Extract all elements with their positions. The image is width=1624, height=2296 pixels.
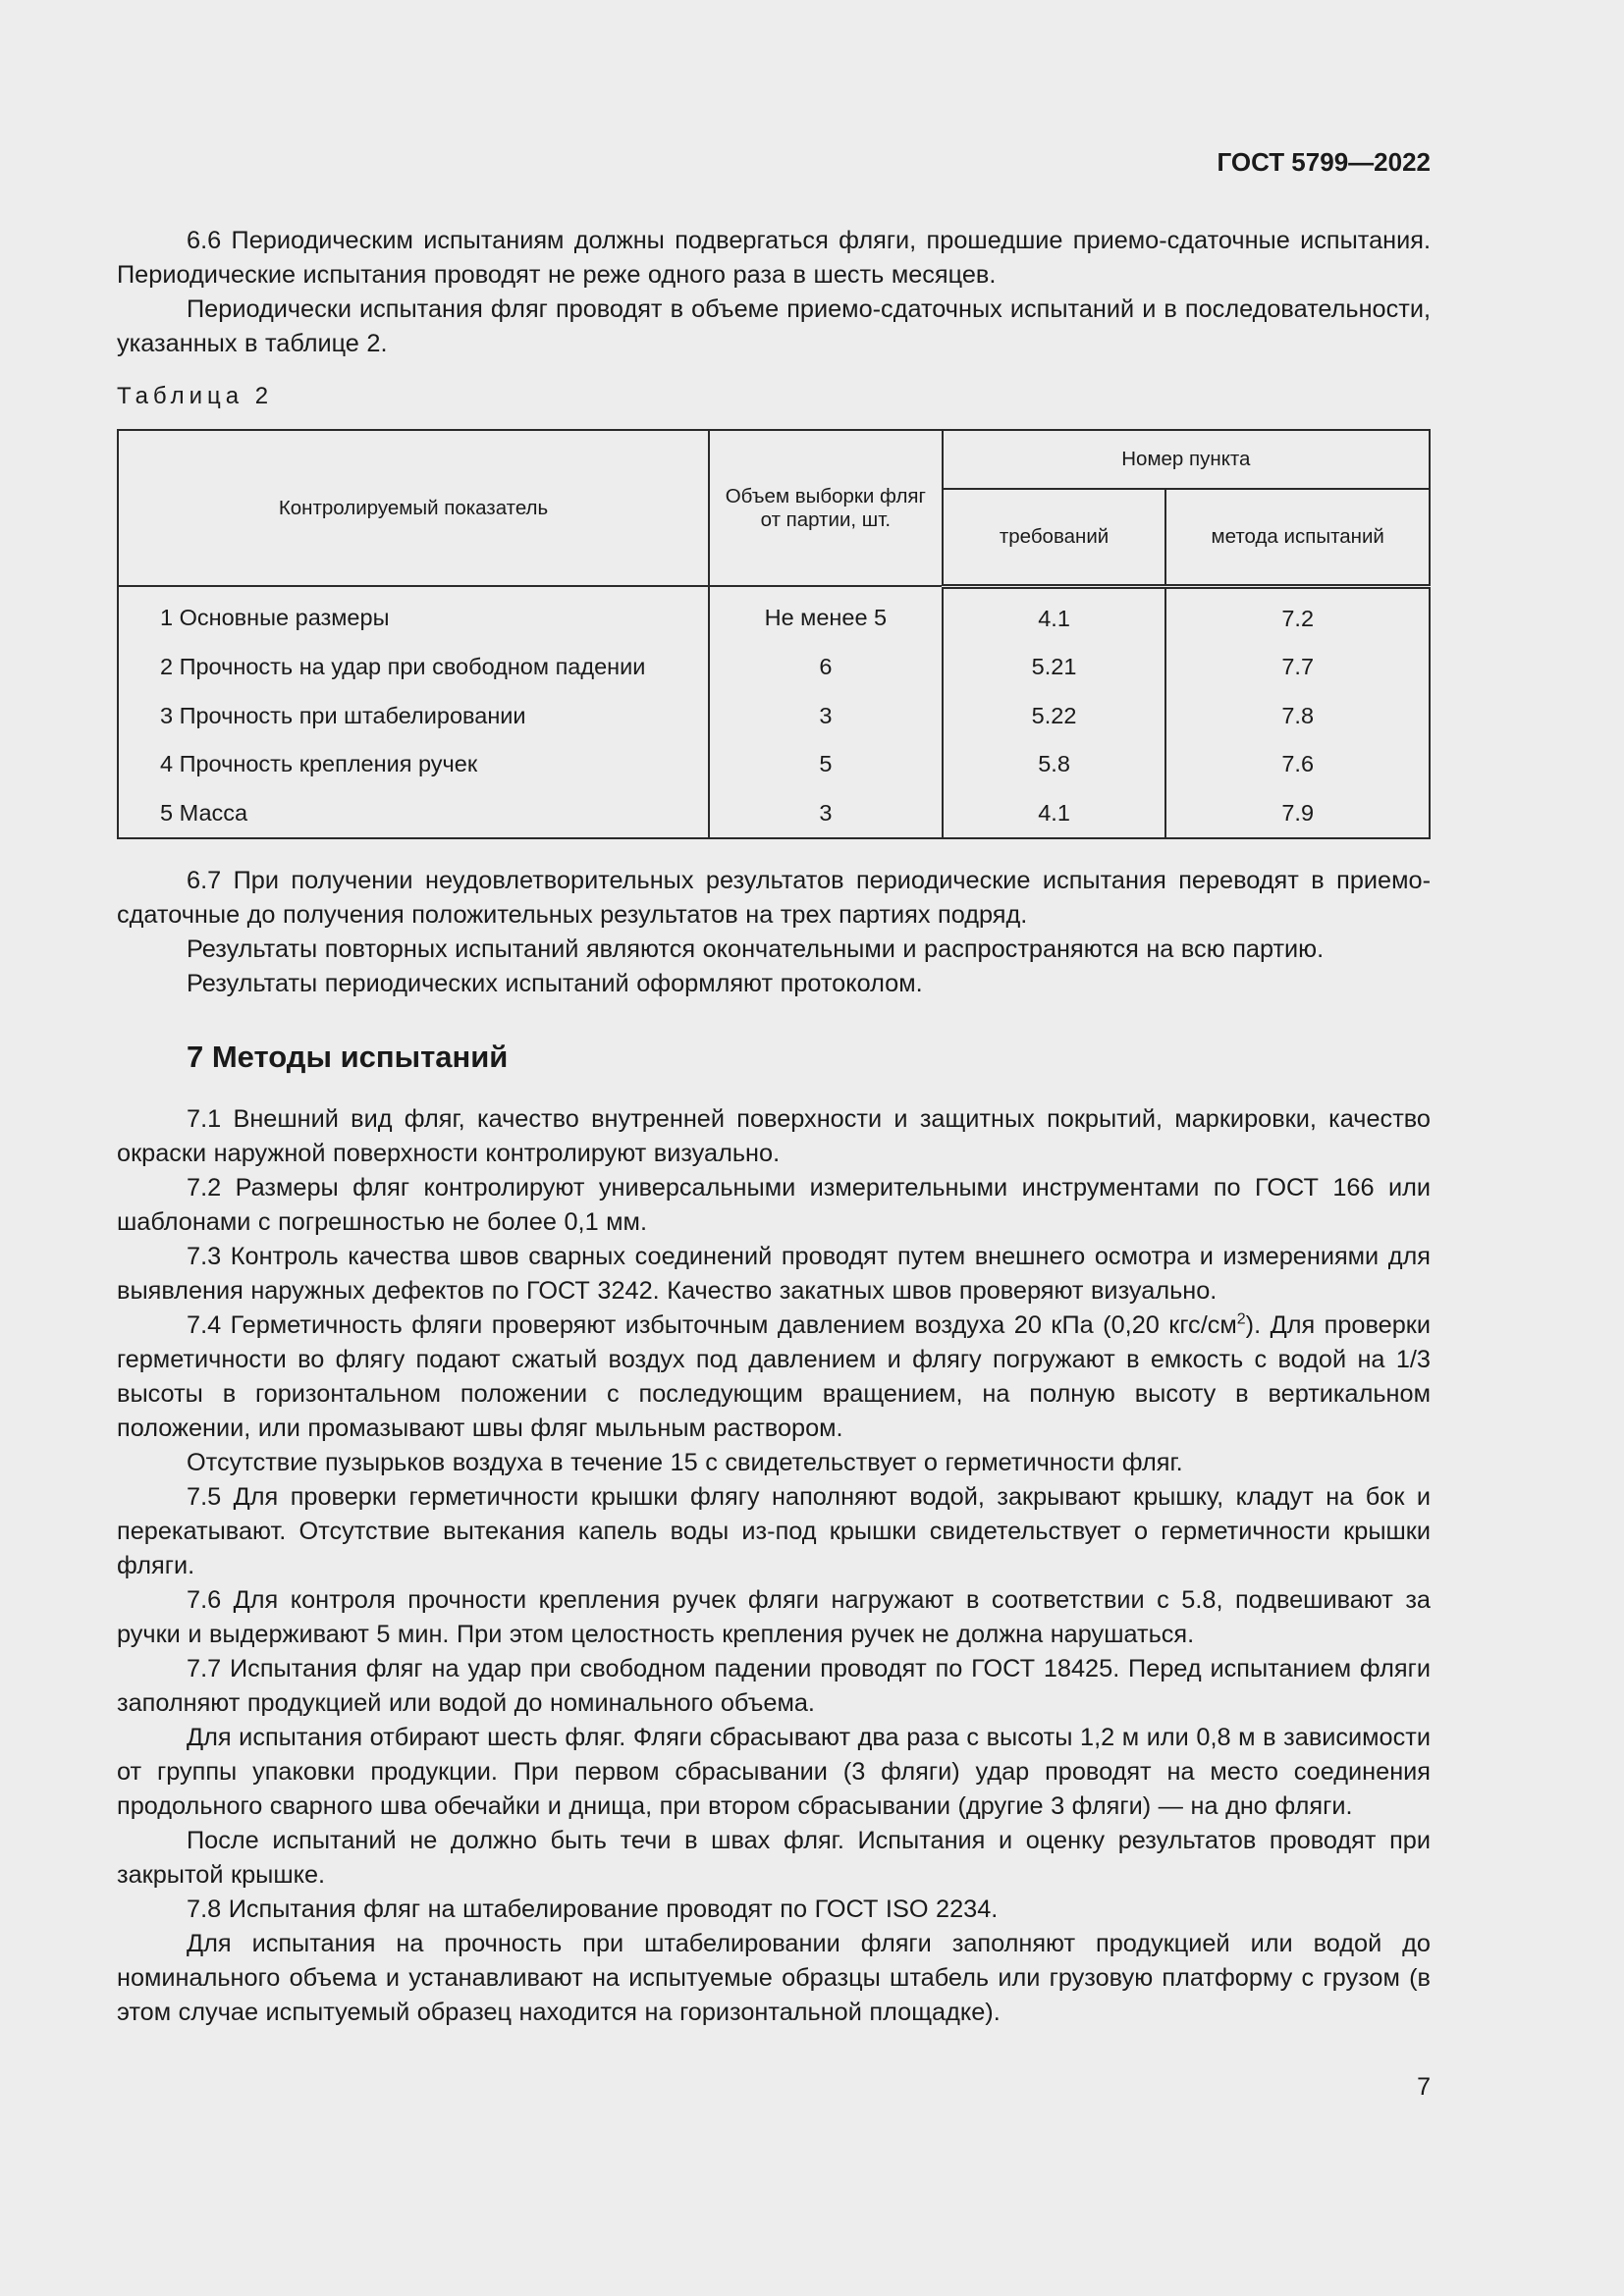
row-sample: 6 (709, 643, 943, 692)
paragraph-6-7-results: Результаты повторных испытаний являются окончательными и распространяются на всю партию. (187, 935, 1325, 963)
document-page (117, 0, 1431, 2296)
row-requirement-clause: 5.21 (943, 643, 1166, 692)
table-caption: Таблица 2 (117, 383, 274, 409)
table-row (118, 789, 1430, 839)
row-method-clause: 7.2 (1165, 586, 1430, 643)
paragraph-7-6: 7.6 Для контроля прочности крепления ручек фляги нагружают в соответствии с 5.8, подвешивают за ручки и выдерживают 5 мин. При этом целостность крепления ручек не должна нарушаться. (117, 1586, 1431, 1648)
row-requirement-clause: 5.22 (943, 692, 1166, 741)
row-indicator: 2 Прочность на удар при свободном падении (118, 643, 709, 692)
paragraph-7-4-part-a: 7.4 Герметичность фляги проверяют избыточным давлением воздуха 20 кПа (0,20 кгс/см (187, 1311, 1237, 1339)
row-sample: 3 (709, 692, 943, 741)
row-requirement-clause: 4.1 (943, 586, 1166, 643)
paragraph-7-4-bubbles: Отсутствие пузырьков воздуха в течение 15 с свидетельствует о герметичности фляг. (187, 1449, 1183, 1476)
paragraph-7-7-drop: Для испытания отбирают шесть фляг. Фляги сбрасывают два раза с высоты 1,2 м или 0,8 м в зависимости от группы упаковки продукции. При первом сбрасывании (3 фляги) удар проводят на место соединения продольного сварного шва обечайки и днища, при втором сбрасывании (другие 3 фляги) — на дно фляги. (117, 1724, 1431, 1820)
paragraph-6-7-protocol: Результаты периодических испытаний оформляют протоколом. (187, 970, 923, 997)
row-sample: Не менее 5 (709, 586, 943, 643)
page-number: 7 (1417, 2073, 1431, 2101)
table-row (118, 692, 1430, 741)
row-method-clause: 7.8 (1165, 692, 1430, 741)
header-requirements: требований (943, 489, 1166, 586)
table-2 (117, 429, 1431, 839)
table-row (118, 586, 1430, 643)
paragraph-6-6: 6.6 Периодическим испытаниям должны подвергаться фляги, прошедшие приемо-сдаточные испытания. Периодические испытания проводят не реже одного раза в шесть месяцев. (117, 227, 1431, 289)
intro-section (117, 224, 1431, 361)
row-sample: 5 (709, 740, 943, 789)
header-test-method: метода испытаний (1165, 489, 1430, 586)
paragraph-7-5: 7.5 Для проверки герметичности крышки флягу наполняют водой, закрывают крышку, кладут на бок и перекатывают. Отсутствие вытекания капель воды из-под крышки свидетельствует о герметичности крышки фляги. (117, 1483, 1431, 1579)
row-method-clause: 7.6 (1165, 740, 1430, 789)
section-7-body (117, 1102, 1431, 2030)
header-clause-number: Номер пункта (943, 430, 1430, 489)
paragraph-7-8: 7.8 Испытания фляг на штабелирование проводят по ГОСТ ISO 2234. (187, 1896, 999, 1923)
superscript: 2 (1236, 1310, 1246, 1328)
paragraph-7-8-stacking: Для испытания на прочность при штабелировании фляги заполняют продукцией или водой до номинального объема и устанавливают на испытуемые образцы штабель или грузовую платформу с грузом (в этом случае испытуемый образец находится на горизонтальной площадке). (117, 1930, 1431, 2026)
row-indicator: 5 Масса (118, 789, 709, 839)
paragraph-6-7: 6.7 При получении неудовлетворительных результатов периодические испытания переводят в приемо-сдаточные до получения положительных результатов на трех партиях подряд. (117, 867, 1431, 929)
paragraph-7-1: 7.1 Внешний вид фляг, качество внутренней поверхности и защитных покрытий, маркировки, качество окраски наружной поверхности контролируют визуально. (117, 1105, 1431, 1167)
paragraph-7-3: 7.3 Контроль качества швов сварных соединений проводят путем внешнего осмотра и измерениями для выявления наружных дефектов по ГОСТ 3242. Качество закатных швов проверяют визуально. (117, 1243, 1431, 1305)
row-method-clause: 7.7 (1165, 643, 1430, 692)
section-7-heading: 7 Методы испытаний (187, 1040, 509, 1074)
after-table-section (117, 864, 1431, 1001)
row-method-clause: 7.9 (1165, 789, 1430, 839)
paragraph-7-2: 7.2 Размеры фляг контролируют универсальными измерительными инструментами по ГОСТ 166 или шаблонами с погрешностью не более 0,1 мм. (117, 1174, 1431, 1236)
paragraph-7-4-part-b: ). Для проверки герметичности во флягу подают сжатый воздух под давлением и флягу погружают в емкость с водой на 1/3 высоты в горизонтальном положении с последующим вращением, на полную высоту в вертикальном положении, или промазывают швы фляг мыльным раствором. (117, 1311, 1431, 1442)
paragraph-6-6-continued: Периодически испытания фляг проводят в объеме приемо-сдаточных испытаний и в последовательности, указанных в таблице 2. (117, 295, 1431, 357)
table-row (118, 740, 1430, 789)
paragraph-7-7-after: После испытаний не должно быть течи в швах фляг. Испытания и оценку результатов проводят при закрытой крышке. (117, 1827, 1431, 1889)
row-requirement-clause: 5.8 (943, 740, 1166, 789)
row-sample: 3 (709, 789, 943, 839)
row-indicator: 4 Прочность крепления ручек (118, 740, 709, 789)
row-indicator: 3 Прочность при штабелировании (118, 692, 709, 741)
row-indicator: 1 Основные размеры (118, 586, 709, 643)
row-requirement-clause: 4.1 (943, 789, 1166, 839)
paragraph-7-4 (117, 1308, 1431, 1446)
table-row (118, 643, 1430, 692)
paragraph-7-7: 7.7 Испытания фляг на удар при свободном падении проводят по ГОСТ 18425. Перед испытанием фляги заполняют продукцией или водой до номинального объема. (117, 1655, 1431, 1717)
header-sample-size: Объем выборки фляг от партии, шт. (709, 430, 943, 586)
document-header: ГОСТ 5799—2022 (1217, 147, 1431, 177)
header-indicator: Контролируемый показатель (118, 430, 709, 586)
